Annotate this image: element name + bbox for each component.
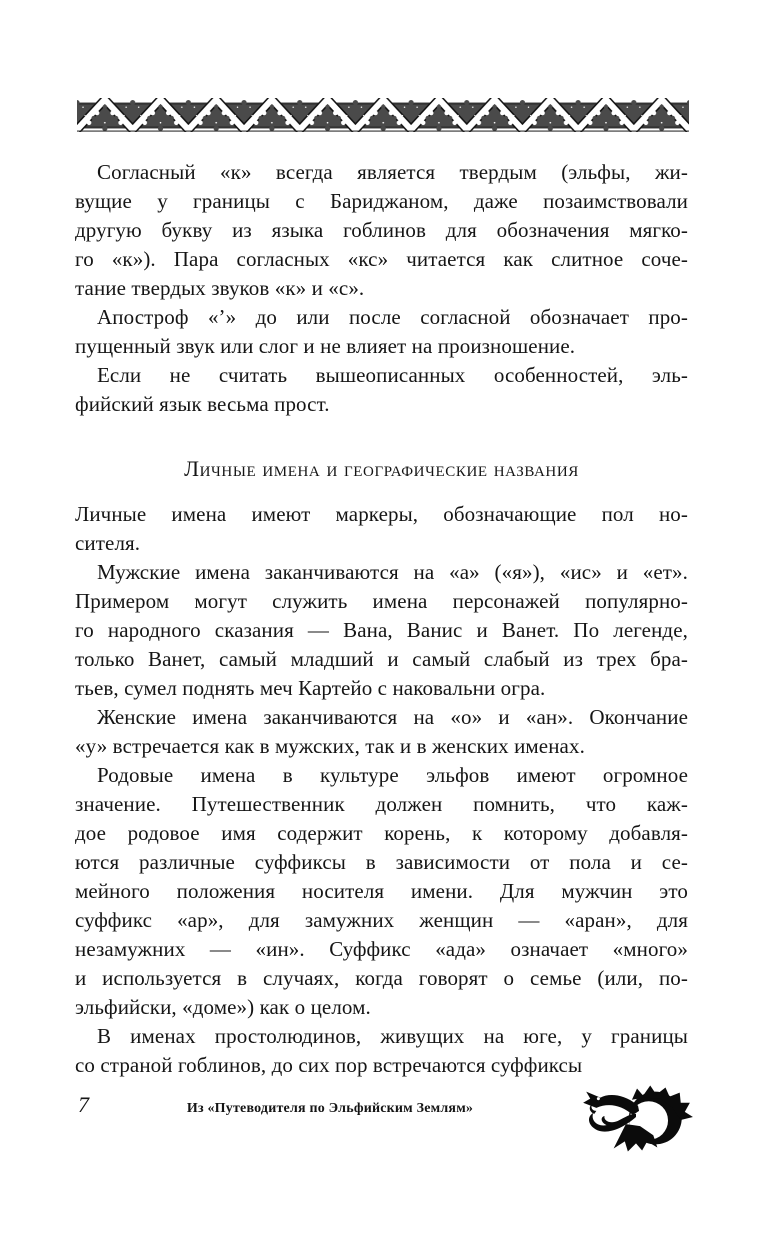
text-line: Согласный «к» всегда является твердым (эльфы, жи- xyxy=(97,160,688,184)
text-line: значение. Путешественник должен помнить, что каж- xyxy=(75,792,688,816)
page-number: 7 xyxy=(78,1092,89,1117)
running-footer-title: Из «Путеводителя по Эльфийским Землям» xyxy=(186,1101,474,1116)
text-line: со страной гоблинов, до сих пор встречаются суффиксы xyxy=(75,1053,583,1077)
dragon-ornament-icon xyxy=(575,1083,697,1153)
paragraph xyxy=(75,703,688,761)
text-line: ются различные суффиксы в зависимости от пола и се- xyxy=(75,850,688,874)
text-line: другую букву из языка гоблинов для обозначения мягко- xyxy=(75,218,688,242)
paragraph xyxy=(75,500,688,558)
text-line: мейного положения носителя имени. Для мужчин это xyxy=(75,879,688,903)
text-line: незамужних — «ин». Суффикс «ада» означает «много» xyxy=(75,937,688,961)
text-line: Если не считать вышеописанных особенностей, эль- xyxy=(97,363,688,387)
text-line: Личные имена имеют маркеры, обозначающие пол но- xyxy=(75,502,688,526)
text-line: дое родовое имя содержит корень, к которому добавля- xyxy=(75,821,688,845)
text-line: В именах простолюдинов, живущих на юге, у границы xyxy=(97,1024,688,1048)
text-line: только Ванет, самый младший и самый слабый из трех бра- xyxy=(75,647,688,671)
text-line: пущенный звук или слог и не влияет на произношение. xyxy=(75,334,576,358)
text-line: вущие у границы с Бариджаном, даже позаимствовали xyxy=(75,189,688,213)
paragraph xyxy=(75,1022,688,1080)
text-line: суффикс «ар», для замужних женщин — «аран», для xyxy=(75,908,688,932)
text-line: Мужские имена заканчиваются на «а» («я»), «ис» и «ет». xyxy=(97,560,688,584)
text-line: эльфийски, «доме») как о целом. xyxy=(75,995,371,1019)
text-line: Родовые имена в культуре эльфов имеют огромное xyxy=(97,763,688,787)
paragraph xyxy=(75,361,688,419)
text-line: тание твердых звуков «к» и «с». xyxy=(75,276,365,300)
section-heading: Личные имена и географические названия xyxy=(184,456,579,481)
text-line: сителя. xyxy=(75,531,141,555)
paragraph xyxy=(75,761,688,1022)
text-line: Апостроф «’» до или после согласной обозначает про- xyxy=(97,305,688,329)
text-line: тьев, сумел поднять меч Картейо с наковальни огра. xyxy=(75,676,546,700)
paragraph xyxy=(75,558,688,703)
text-line: го «к»). Пара согласных «кс» читается как слитное соче- xyxy=(75,247,688,271)
page-body xyxy=(75,158,688,1080)
paragraph xyxy=(75,303,688,361)
text-line: Примером могут служить имена персонажей популярно- xyxy=(75,589,688,613)
text-line: го народного сказания — Вана, Ванис и Ванет. По легенде, xyxy=(75,618,688,642)
text-line: фийский язык весьма прост. xyxy=(75,392,330,416)
paragraph xyxy=(75,158,688,303)
text-line: «у» встречается как в мужских, так и в женских именах. xyxy=(75,734,585,758)
text-line: Женские имена заканчиваются на «о» и «ан». Окончание xyxy=(97,705,688,729)
text-line: и используется в случаях, когда говорят о семье (или, по- xyxy=(75,966,688,990)
triangle-frieze-border-icon xyxy=(77,98,689,132)
